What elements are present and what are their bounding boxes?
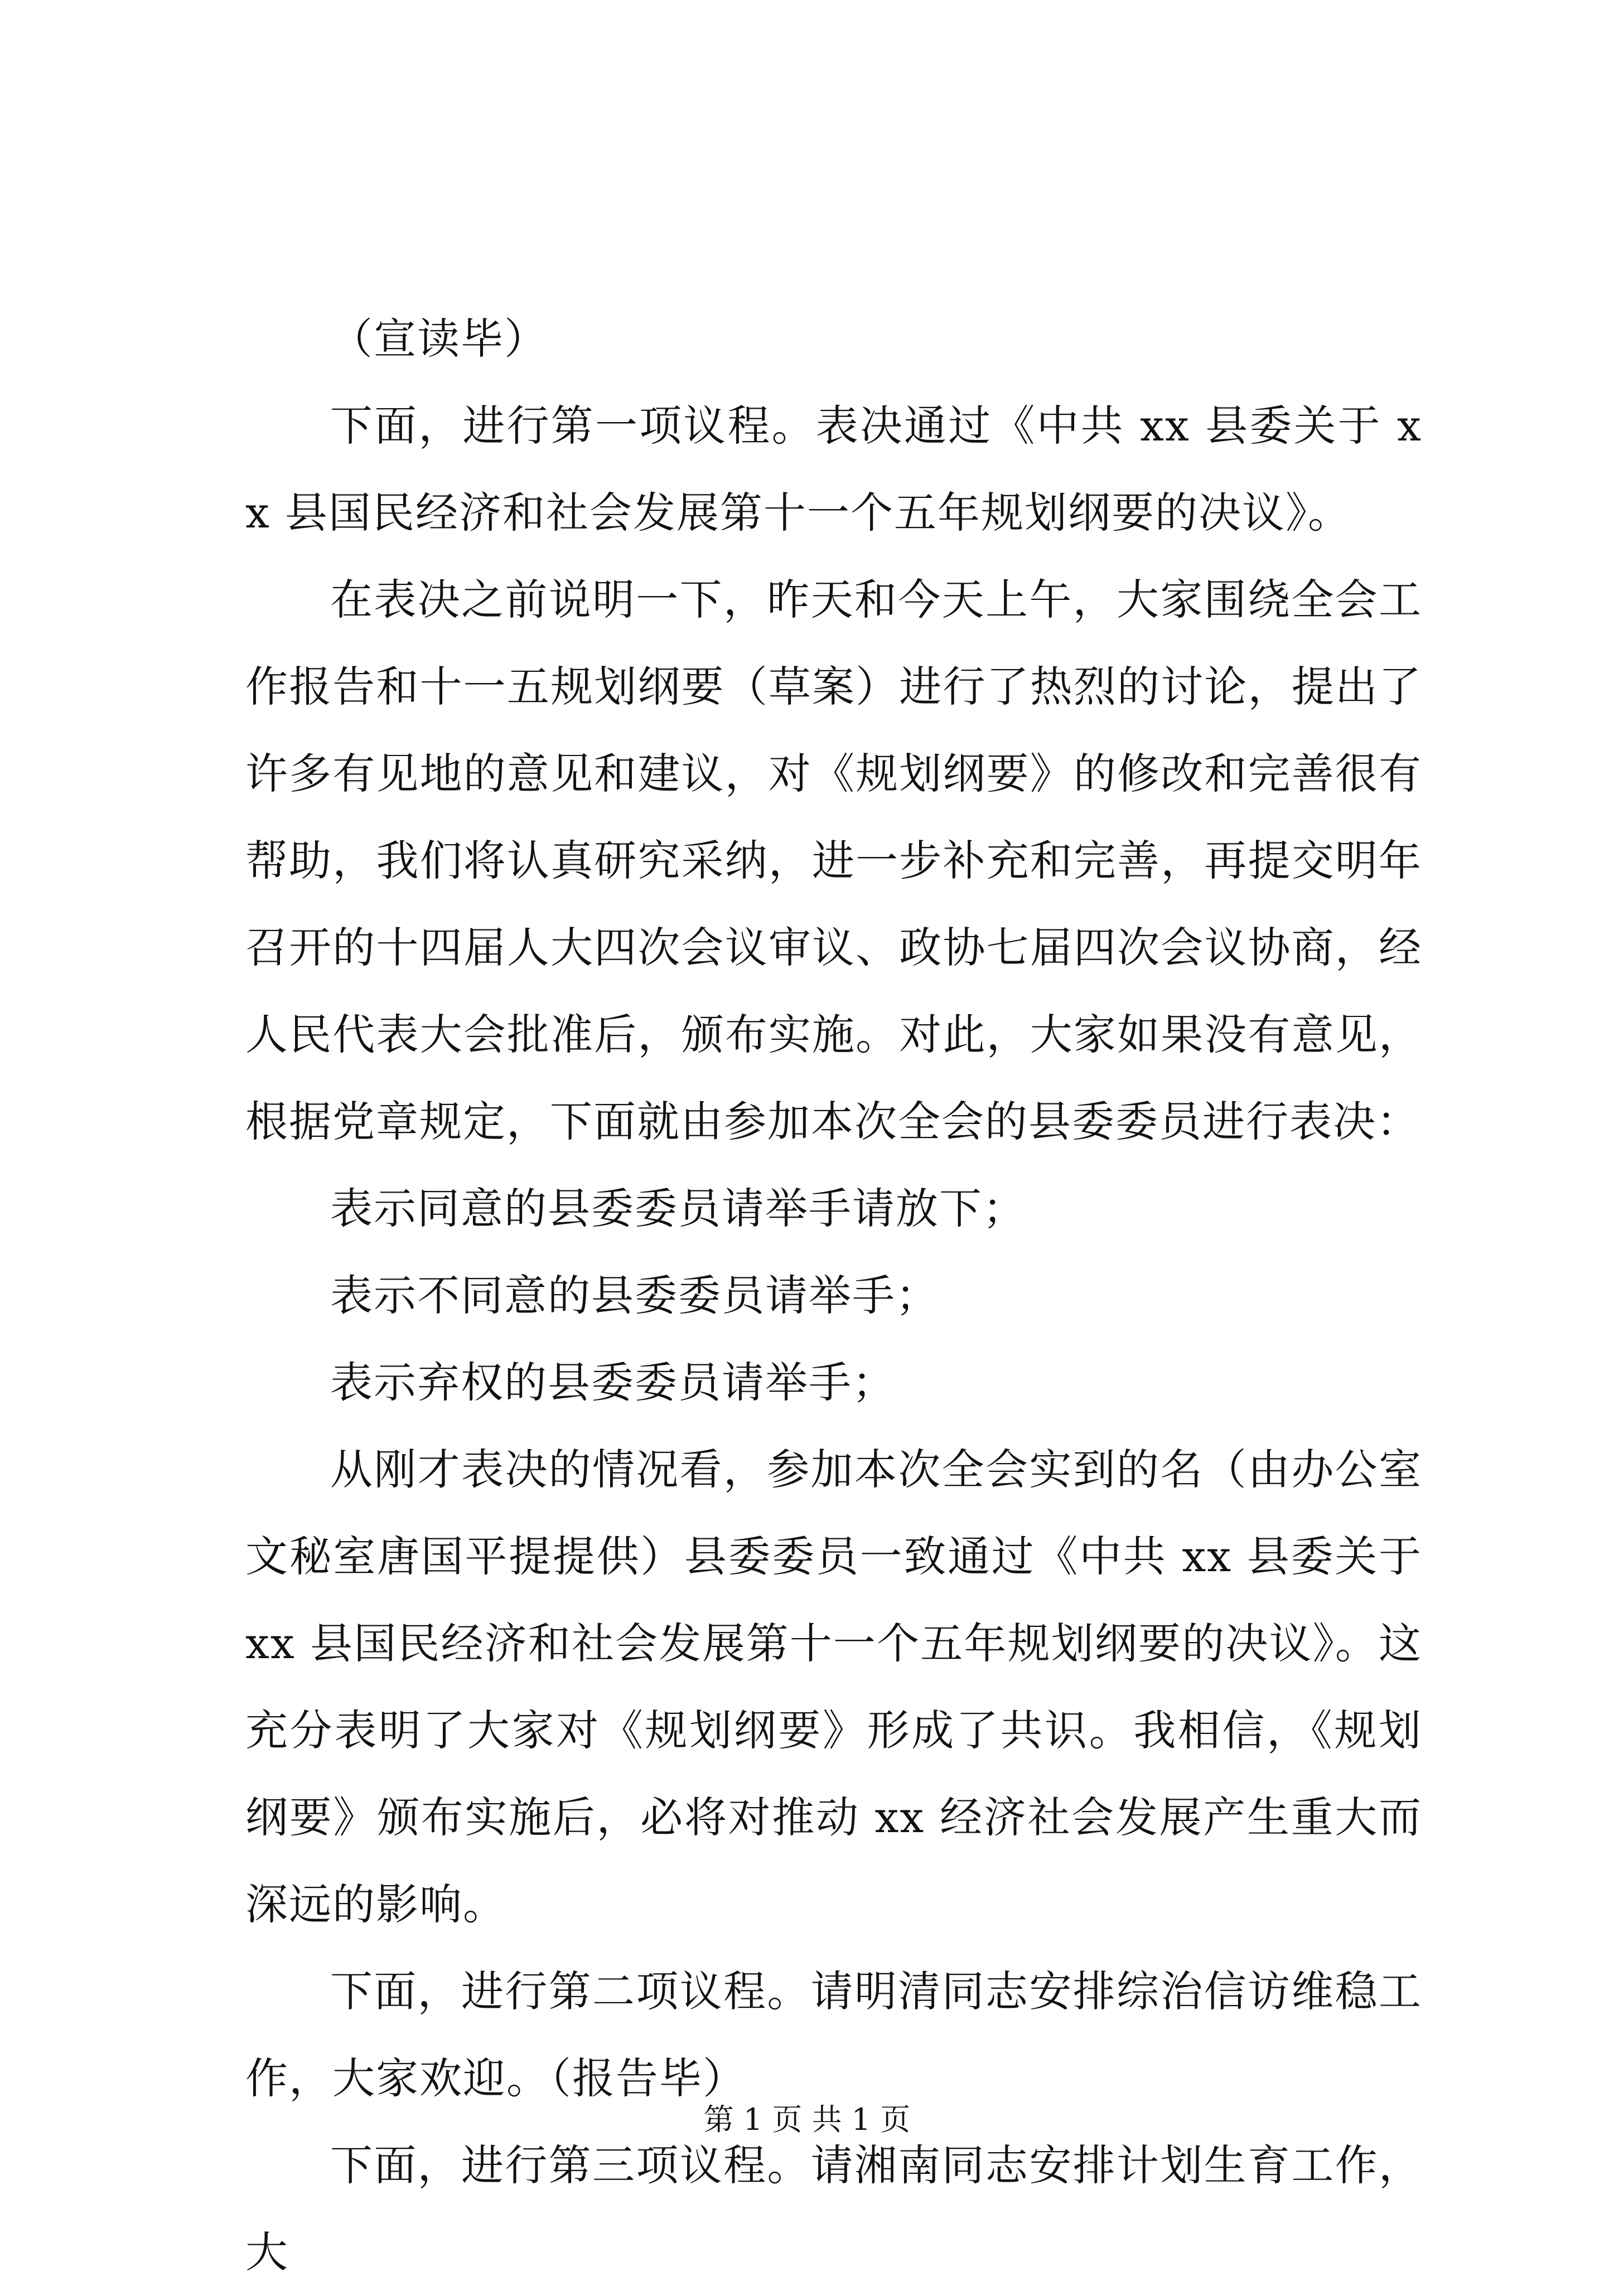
paragraph-vote-disagree: 表示不同意的县委委员请举手； [330, 1271, 939, 1320]
document-body [245, 296, 1422, 2296]
paragraph-reading-finished: （宣读毕） [330, 314, 548, 364]
paragraph-vote-abstain: 表示弃权的县委委员请举手； [330, 1358, 896, 1407]
page-footer: 第 1 页 共 1 页 [703, 2102, 911, 2137]
paragraph-agenda-item-three: 下面，进行第三项议程。请湘南同志安排计划生育工作，大 [245, 2140, 1422, 2277]
paragraph-vote-result: 从刚才表决的情况看，参加本次全会实到的名（由办公室文秘室唐国平提提供）县委委员一致通过《中共 xx 县委关于 xx 县国民经济和社会发展第十一个五年规划纲要的决议》。这充分表明了大家对《规划纲要》形成了共识。我相信，《规划纲要》颁布实施后，必将对推动 xx 经济社会发展产生重大而深远的影响。 [245, 1445, 1422, 1929]
paragraph-vote-agree: 表示同意的县委委员请举手请放下； [330, 1184, 1026, 1233]
paragraph-agenda-item-two: 下面，进行第二项议程。请明清同志安排综治信访维稳工作，大家欢迎。（报告毕） [245, 1966, 1422, 2103]
paragraph-agenda-item-one: 下面，进行第一项议程。表决通过《中共 xx 县委关于 xx 县国民经济和社会发展第十一个五年规划纲要的决议》。 [245, 401, 1422, 537]
paragraph-pre-vote-explanation: 在表决之前说明一下，昨天和今天上午，大家围绕全会工作报告和十一五规划纲要（草案）进行了热烈的讨论，提出了许多有见地的意见和建议，对《规划纲要》的修改和完善很有帮助，我们将认真研究采纳，进一步补充和完善，再提交明年召开的十四届人大四次会议审议、政协七届四次会议协商，经人民代表大会批准后，颁布实施。对此，大家如果没有意见，根据党章规定，下面就由参加本次全会的县委委员进行表决： [245, 575, 1422, 1146]
